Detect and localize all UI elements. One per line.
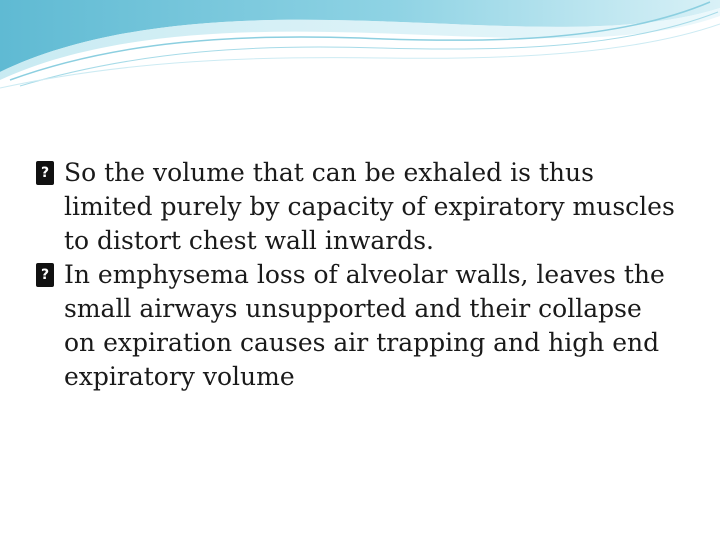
missing-glyph-bullet-icon [36,263,54,287]
missing-glyph-bullet-icon [36,161,54,185]
bullet-text: So the volume that can be exhaled is thus limited purely by capacity of expiratory muscles to distort chest wall inwards. [64,158,675,255]
bullet-item [36,156,676,258]
slide-body [36,156,676,394]
header-wave-decoration [0,0,720,90]
bullet-text: In emphysema loss of alveolar walls, leaves the small airways unsupported and their collapse on expiration causes air trapping and high end expiratory volume [64,260,665,391]
bullet-item [36,258,676,394]
